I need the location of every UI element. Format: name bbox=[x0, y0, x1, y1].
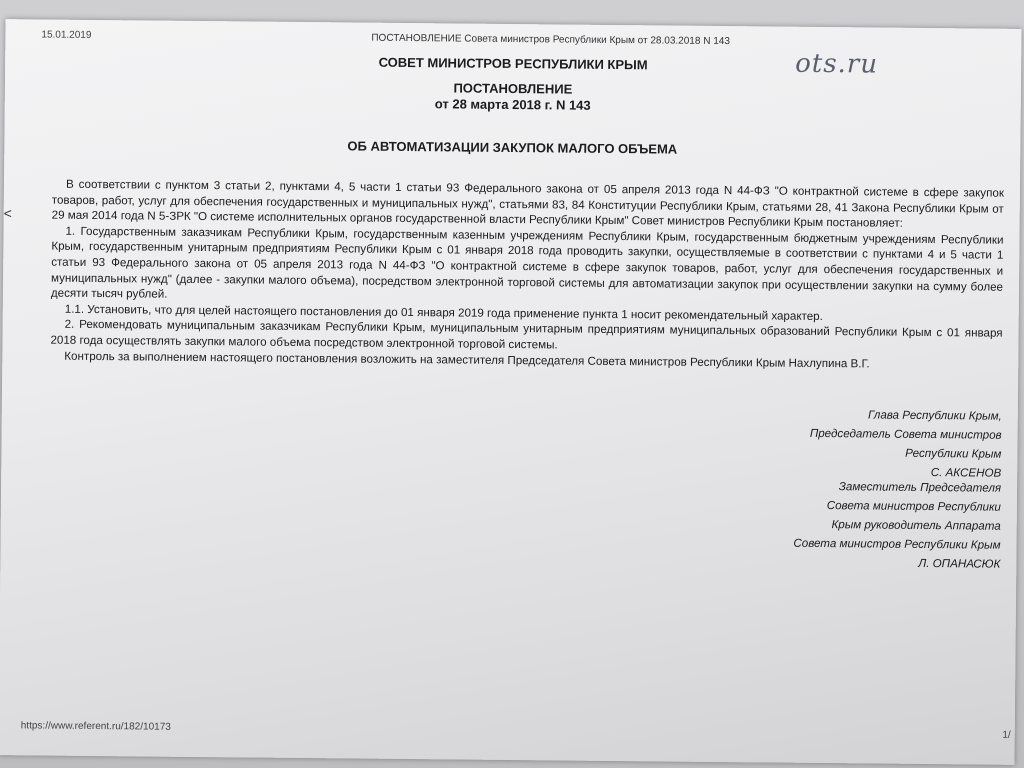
signature-block-head bbox=[681, 404, 1002, 483]
handwritten-stamp: ots.ru bbox=[795, 48, 879, 80]
header-title: ПОСТАНОВЛЕНИЕ Совета министров Республики Крым от 28.03.2018 N 143 bbox=[371, 32, 730, 48]
paragraph-item-1-1: 1.1. Установить, что для целей настоящего постановления до 01 января 2019 года применение пункта 1 носит рекомендательный характер. bbox=[64, 302, 823, 323]
margin-mark: < bbox=[3, 205, 12, 222]
signature-line: Заместитель Председателя bbox=[838, 480, 1002, 495]
header-date: 15.01.2019 bbox=[41, 29, 92, 41]
issuing-organization: СОВЕТ МИНИСТРОВ РЕСПУБЛИКИ КРЫМ bbox=[378, 54, 648, 73]
paragraph-item-1: 1. Государственным заказчикам Республики Крым, государственным казенным учреждениям Республики Крым, государственным бюджетным учреждениям Республики Крым, государственным унитарным предприятиям Республики Крым с 01 января 2018 года проводить закупки, осуществляемые в соответствии с пунктами 4 и 5 части 1 статьи 93 Федерального закона от 05 апреля 2013 года N 44-ФЗ "О контрактной системе в сфере закупок товаров, работ, услуг для обеспечения государственных и муниципальных нужд" (далее - закупки малого объема), посредством электронной торговой системы для автоматизации закупок при осуществлении закупки на сумму более десяти тысяч рублей. bbox=[50, 224, 1004, 301]
signature-line: Председатель Совета министров bbox=[809, 426, 1002, 442]
signature-name: Л. ОПАНАСЮК bbox=[918, 556, 1001, 571]
paragraph-preamble: В соответствии с пунктом 3 статьи 2, пунктами 4, 5 части 1 статьи 93 Федерального закона от 05 апреля 2013 года N 44-ФЗ "О контрактной системе в сфере закупок товаров, работ, услуг для обеспечения государственных и муниципальных нужд", статьями 83, 84 Конституции Республики Крым, статьями 28, 41 Закона Республики Крым от 29 мая 2014 года N 5-ЗРК "О системе исполнительных органов государственной власти Республики Крым" Совет министров Республики Крым постановляет: bbox=[51, 177, 1004, 230]
signature-line: Совета министров Республики Крым bbox=[793, 536, 1001, 552]
signature-name: С. АКСЕНОВ bbox=[930, 466, 1002, 480]
paragraph-item-2: 2. Рекомендовать муниципальным заказчикам Республики Крым, муниципальным унитарным предприятиям муниципальных образований Республики Крым с 01 января 2018 года осуществлять закупки малого объема посредством электронной торговой системы. bbox=[50, 318, 1003, 352]
signature-line: Республики Крым bbox=[905, 446, 1002, 461]
signature-line: Глава Республики Крым, bbox=[867, 408, 1002, 423]
document-subject: ОБ АВТОМАТИЗАЦИИ ЗАКУПОК МАЛОГО ОБЪЕМА bbox=[347, 138, 678, 157]
document-body bbox=[50, 177, 1004, 373]
footer-page-number: 1/ bbox=[1002, 729, 1011, 741]
signature-line: Крым руководитель Аппарата bbox=[831, 518, 1001, 533]
document-page bbox=[0, 19, 1022, 765]
document-number: от 28 марта 2018 г. N 143 bbox=[434, 96, 591, 113]
signature-line: Совета министров Республики bbox=[826, 499, 1001, 514]
footer-url: https://www.referent.ru/182/10173 bbox=[20, 720, 171, 733]
signature-block-deputy bbox=[680, 476, 1001, 574]
document-type: ПОСТАНОВЛЕНИЕ bbox=[453, 80, 573, 97]
paragraph-control: Контроль за выполнением настоящего постановления возложить на заместителя Председателя Совета министров Республики Крым Нахлупина В.Г. bbox=[64, 349, 870, 370]
